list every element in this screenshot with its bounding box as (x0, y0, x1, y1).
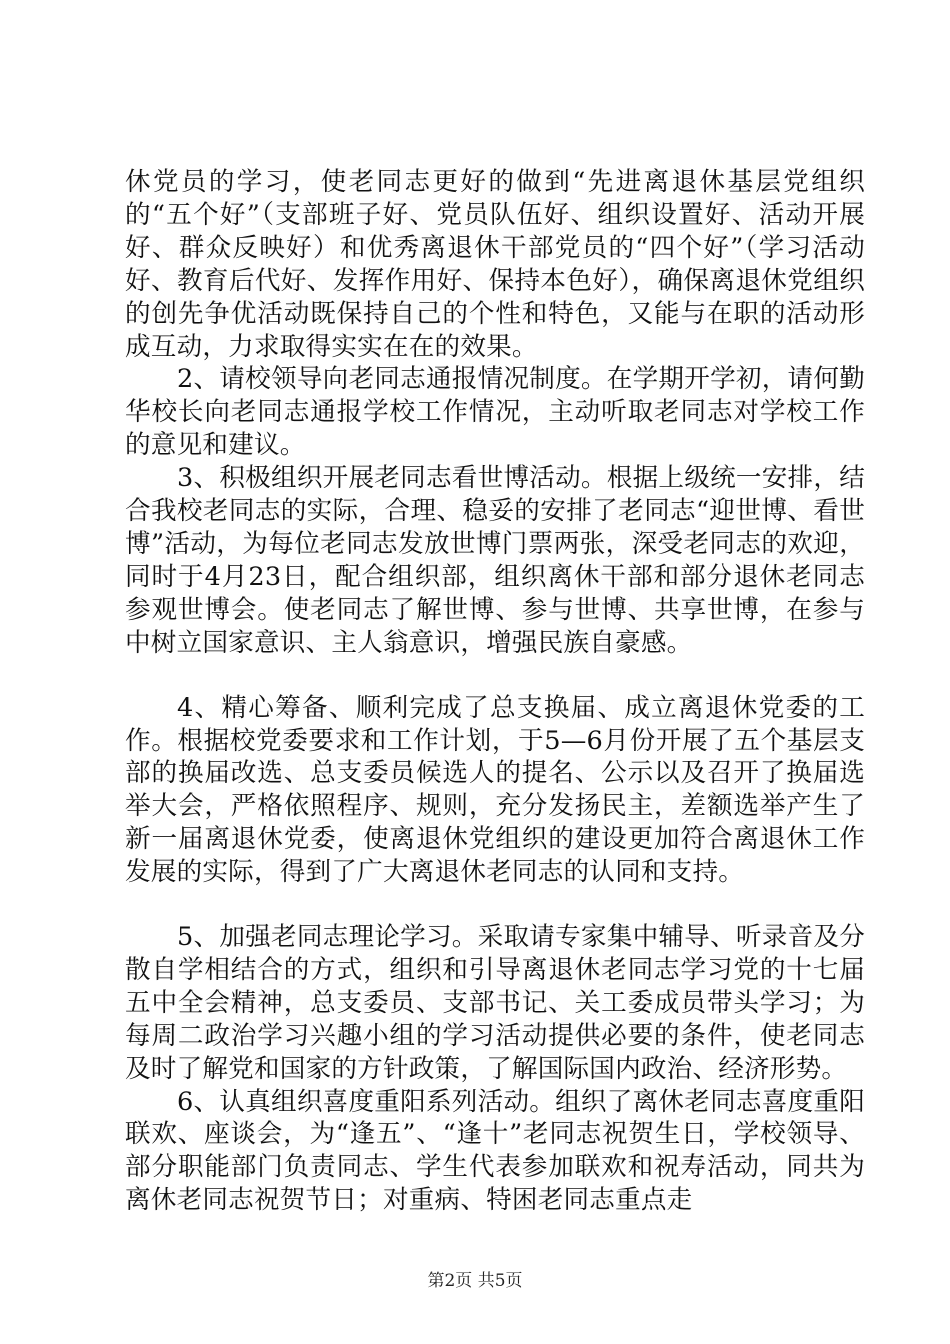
paragraph-item-2: 2、请校领导向老同志通报情况制度。在学期开学初，请何勤华校长向老同志通报学校工作情况，主动听取老同志对学校工作的意见和建议。 (125, 364, 865, 461)
paragraph-item-5: 5、加强老同志理论学习。采取请专家集中辅导、听录音及分散自学相结合的方式，组织和引导离退休老同志学习党的十七届五中全会精神，总支委员、支部书记、关工委成员带头学习；为每周二政治学习兴趣小组的学习活动提供必要的条件，使老同志及时了解党和国家的方针政策，了解国际国内政治、经济形势。 (125, 922, 865, 1084)
page-number-footer: 第2页 共5页 (427, 1271, 523, 1291)
document-body (125, 166, 865, 1217)
paragraph-item-3: 3、积极组织开展老同志看世博活动。根据上级统一安排，结合我校老同志的实际，合理、稳妥的安排了老同志“迎世博、看世博”活动，为每位老同志发放世博门票两张，深受老同志的欢迎，同时于4月23日，配合组织部，组织离休干部和部分退休老同志参观世博会。使老同志了解世博、参与世博、共享世博，在参与中树立国家意识、主人翁意识，增强民族自豪感。 (125, 463, 865, 658)
paragraph-item-4: 4、精心筹备、顺利完成了总支换届、成立离退休党委的工作。根据校党委要求和工作计划，于5—6月份开展了五个基层支部的换届改选、总支委员候选人的提名、公示以及召开了换届选举大会，严格依照程序、规则，充分发扬民主，差额选举产生了新一届离退休党委，使离退休党组织的建设更加符合离退休工作发展的实际，得到了广大离退休老同志的认同和支持。 (125, 692, 865, 888)
paragraph-continuation: 休党员的学习，使老同志更好的做到“先进离退休基层党组织的“五个好”（支部班子好、党员队伍好、组织设置好、活动开展好、群众反映好）和优秀离退休干部党员的“四个好”（学习活动好、教育后代好、发挥作用好、保持本色好），确保离退休党组织的创先争优活动既保持自己的个性和特色，又能与在职的活动形成互动，力求取得实实在在的效果。 (125, 167, 865, 362)
paragraph-item-6: 6、认真组织喜度重阳系列活动。组织了离休老同志喜度重阳联欢、座谈会，为“逢五”、“逢十”老同志祝贺生日，学校领导、部分职能部门负责同志、学生代表参加联欢和祝寿活动，同共为离休老同志祝贺节日；对重病、特困老同志重点走 (125, 1086, 865, 1216)
